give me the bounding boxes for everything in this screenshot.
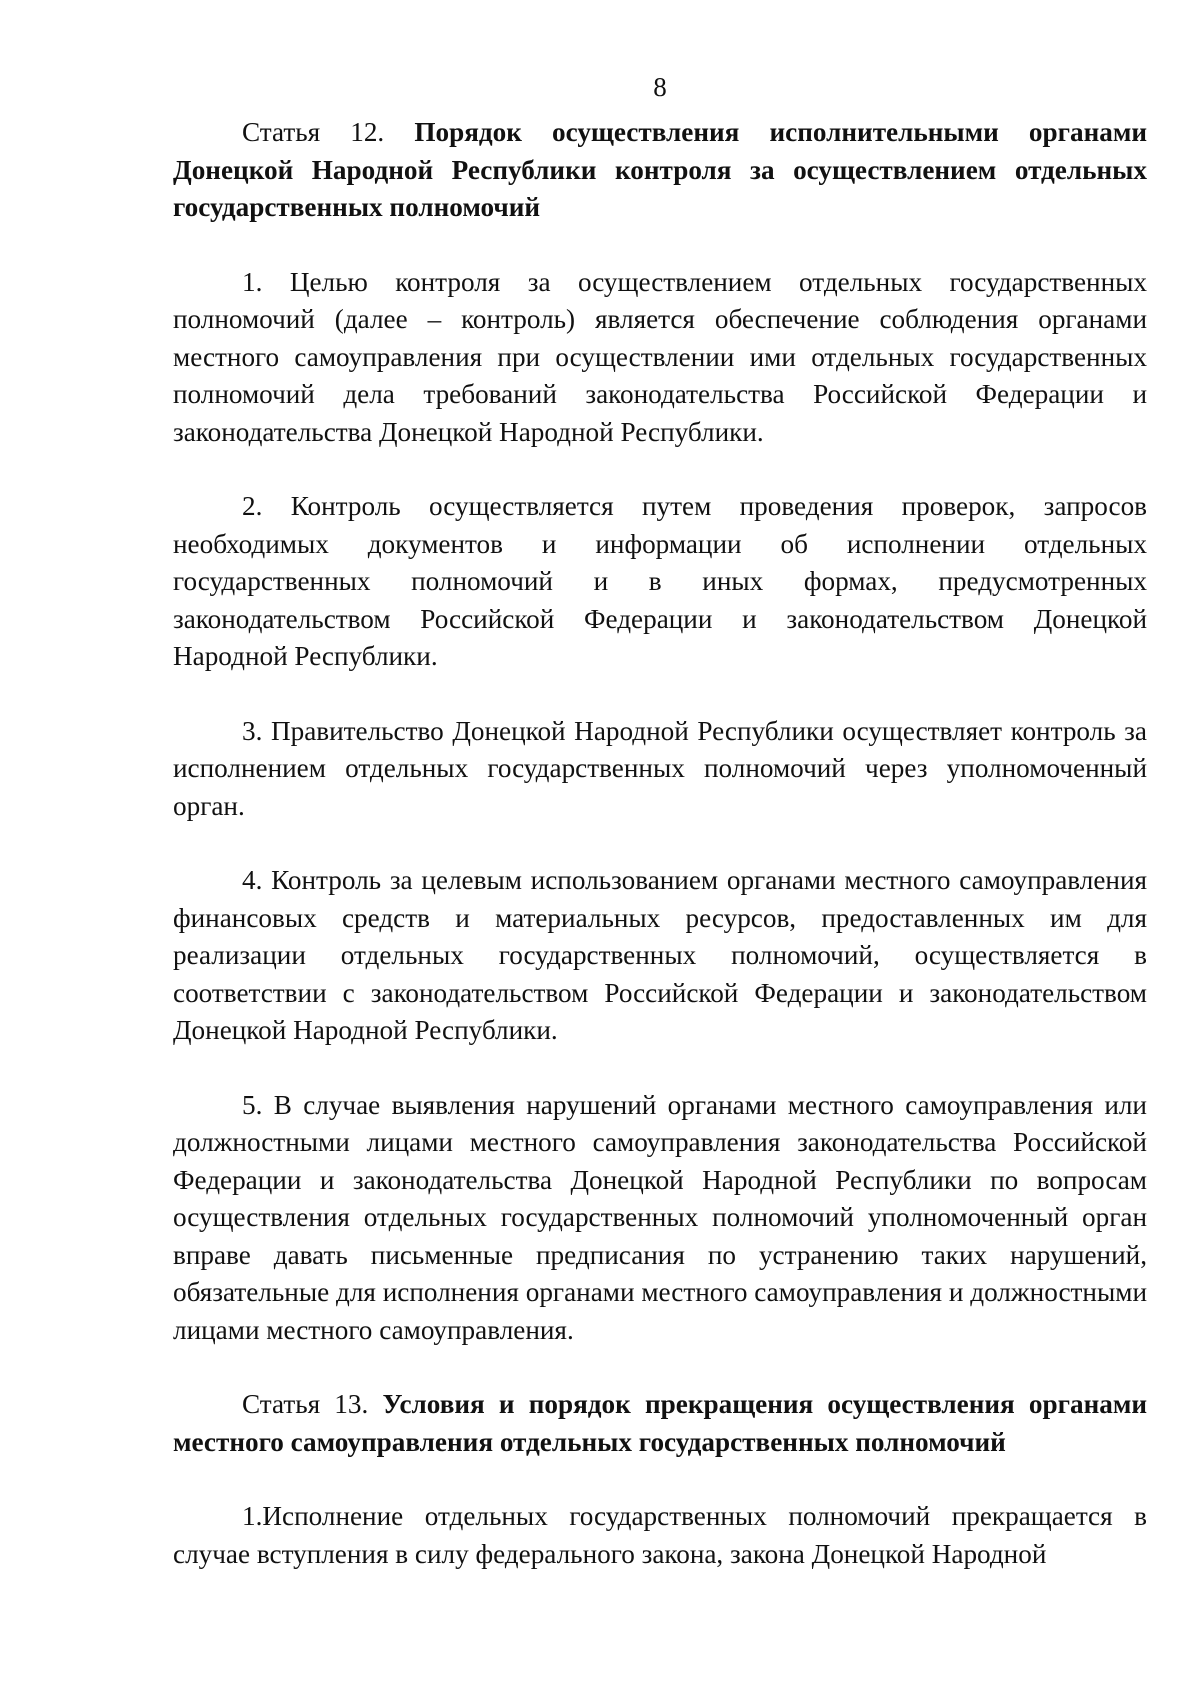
article-13-paragraph-1: 1.Исполнение отдельных государственных полномочий прекращается в случае вступления в силу федерального закона, закона Донецкой Народной	[173, 1501, 1147, 1569]
article-12-label: Статья 12.	[242, 117, 385, 147]
article-12-paragraph-4: 4. Контроль за целевым использованием органами местного самоуправления финансовых средств и материальных ресурсов, предоставленных им для реализации отдельных государственных полномочий, осуществляется в соответствии с законодательством Российской Федерации и законодательством Донецкой Народной Республики.	[173, 865, 1147, 1045]
document-body	[173, 114, 1147, 1573]
article-13-label: Статья 13.	[242, 1389, 369, 1419]
article-12-paragraph-3: 3. Правительство Донецкой Народной Республики осуществляет контроль за исполнением отдельных государственных полномочий через уполномоченный орган.	[173, 715, 1147, 821]
article-12-paragraph-2: 2. Контроль осуществляется путем проведения проверок, запросов необходимых документов и информации об исполнении отдельных государственных полномочий и в иных формах, предусмотренных законодательством Российской Федерации и законодательством Донецкой Народной Республики.	[173, 491, 1147, 671]
article-12-heading	[173, 114, 1147, 227]
article-12-paragraph-1: 1. Целью контроля за осуществлением отдельных государственных полномочий (далее – контроль) является обеспечение соблюдения органами местного самоуправления при осуществлении ими отдельных государственных полномочий дела требований законодательства Российской Федерации и законодательства Донецкой Народной Республики.	[173, 266, 1147, 447]
article-12-title: Порядок осуществления исполнительными органами Донецкой Народной Республики контроля за осуществлением отдельных государственных полномочий	[173, 117, 1148, 222]
article-12-paragraph-5: 5. В случае выявления нарушений органами местного самоуправления или должностными лицами местного самоуправления законодательства Российской Федерации и законодательства Донецкой Народной Республики по вопросам осуществления отдельных государственных полномочий уполномоченный орган вправе давать письменные предписания по устранению таких нарушений, обязательные для исполнения органами местного самоуправления и должностными лицами местного самоуправления.	[173, 1089, 1147, 1345]
article-13-title: Условия и порядок прекращения осуществления органами местного самоуправления отдельных государственных полномочий	[173, 1389, 1148, 1457]
article-13-heading	[173, 1386, 1147, 1461]
page-number: 8	[653, 72, 667, 102]
